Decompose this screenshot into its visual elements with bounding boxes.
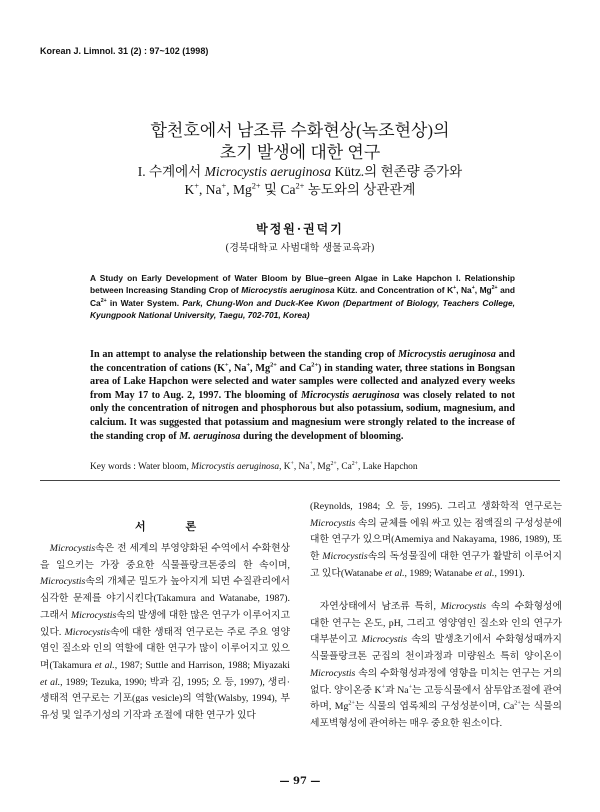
species-name: M. aeruginosa bbox=[179, 430, 241, 442]
species-name: Microcystis aeruginosa bbox=[300, 389, 400, 401]
title-text: 및 Ca bbox=[260, 182, 296, 197]
superscript: 2+ bbox=[351, 460, 358, 467]
superscript: + bbox=[408, 684, 413, 691]
genus-name: Microcystis bbox=[361, 634, 408, 646]
title-text: K bbox=[184, 182, 195, 197]
title-korean-line2: 초기 발생에 대한 연구 bbox=[219, 143, 381, 162]
species-name: Microcystis aeruginosa bbox=[191, 462, 280, 472]
abstract bbox=[90, 348, 515, 443]
title-text: , Na bbox=[199, 182, 222, 197]
title-text: I. 수계에서 bbox=[137, 164, 205, 179]
superscript: 2+ bbox=[514, 700, 521, 707]
title-korean-line4 bbox=[60, 178, 540, 198]
body-text: 속의 독성물질에 대한 연구가 활발히 이루어지고 있다(Watanabe bbox=[310, 551, 562, 579]
genus-name: Microcystis bbox=[440, 601, 487, 612]
superscript: + bbox=[471, 285, 475, 292]
abstract-text: during the development of blooming. bbox=[240, 430, 404, 442]
body-text: 속의 발생초기에서 수화형성때까지 식물플랑크톤 군집의 천이과정과 미량원소 특히 양이온이 bbox=[310, 634, 562, 663]
body-text: 자연상태에서 남조류 특히, bbox=[319, 601, 441, 612]
genus-name: Microcystis bbox=[310, 517, 356, 529]
body-text: 속은 전 세계의 부영양화된 수역에서 수화현상을 일으키는 가장 중요한 식물플랑크톤중의 한 속이며, bbox=[40, 543, 290, 571]
genus-name: Microcystis bbox=[310, 667, 356, 679]
et-al: et al. bbox=[40, 676, 61, 688]
abstract-text: ) in standing water, three stations in Bongsan area of Lake Hapchon were selected and water samples were collected and analyzed every weeks from May 17 to Aug. 2, 1997. The blooming of bbox=[90, 362, 515, 401]
english-title-text: and Ca bbox=[90, 285, 515, 308]
superscript: + bbox=[225, 361, 229, 369]
species-name: Microcystis aeruginosa bbox=[398, 349, 496, 360]
body-text: (Reynolds, 1984; 오 등, 1995). 그리고 생화학적 연구로는 bbox=[310, 501, 562, 512]
body-text: 속에 대한 생태적 연구로는 주로 주요 영양염인 질소와 인의 역할에 대한 연구가 많이 이루어지고 있으며(Takamura bbox=[40, 626, 290, 671]
title-korean-line3 bbox=[60, 160, 540, 180]
superscript: + bbox=[246, 361, 251, 369]
genus-name: Microcystis bbox=[64, 626, 110, 638]
english-title-text: , Mg bbox=[474, 285, 492, 296]
keywords-text: , Ca bbox=[336, 462, 352, 472]
body-text: 는 식물의 엽록체의 구성성분이며, Ca bbox=[354, 701, 515, 713]
english-title-text: Kütz. and Concentration of K bbox=[334, 285, 454, 296]
species-name: Microcystis aeruginosa bbox=[241, 285, 335, 296]
english-title-text: A Study on Early Development of Water Bloom by Blue–green Algae in Lake Hapchon I. Relationship between Increasing Standing Crop of bbox=[90, 273, 515, 296]
superscript: 2+ bbox=[330, 460, 337, 467]
genus-name: Microcystis bbox=[70, 609, 117, 621]
body-text: 속의 균체를 에워 싸고 있는 점액질의 구성성분에 대한 연구가 있으며(Amemiya and Nakayama, 1986, 1989), 또한 bbox=[310, 517, 562, 563]
section-heading: 서 론 bbox=[135, 520, 215, 533]
species-name: Microcystis aeruginosa bbox=[204, 164, 332, 179]
abstract-text: and the concentration of cations (K bbox=[90, 349, 515, 374]
superscript: + bbox=[453, 285, 457, 292]
title-text: , Mg bbox=[226, 182, 252, 197]
superscript: + bbox=[290, 460, 294, 467]
title-text: 농도와의 상관관계 bbox=[304, 182, 416, 197]
keywords-text: , Na bbox=[293, 462, 310, 472]
superscript: 2+ bbox=[491, 285, 498, 292]
body-text: 속의 개체군 밀도가 높아지게 되면 수질관리에서 심각한 문제를 야기시킨다(Takamura and Watanabe, 1987). 그래서 bbox=[40, 576, 290, 621]
body-text: , 1991). bbox=[494, 567, 525, 579]
body-text: , 1989; Watanabe bbox=[404, 567, 475, 579]
keywords-text: , K bbox=[279, 462, 291, 472]
superscript: 2+ bbox=[100, 297, 107, 304]
abstract-text: , Na bbox=[228, 362, 247, 374]
keywords-text: Key words : Water bloom, bbox=[90, 462, 192, 472]
superscript: + bbox=[381, 684, 386, 691]
body-text: 는 식물의 세포벽형성에 관여하는 매우 중요한 원소이다. bbox=[310, 701, 562, 729]
genus-name: Microcystis bbox=[40, 576, 86, 588]
superscript: 2+ bbox=[311, 361, 319, 369]
body-text: , 1987; Suttle and Harrison, 1988; Miyazaki bbox=[114, 659, 291, 671]
superscript: + bbox=[194, 181, 200, 191]
abstract-text: was closely related to not only the concentration of nitrogen and phosphorous but also potassium, sodium, magnesium, and calcium. It was suggested that potassium and magnesium were strongly related to the increase of the standing crop of bbox=[90, 389, 515, 442]
abstract-text: In an attempt to analyse the relationship between the standing crop of bbox=[90, 349, 399, 360]
body-text: 속의 수화형성과정에 영향을 미치는 연구는 거의 없다. 양이온중 K bbox=[310, 667, 562, 696]
keywords bbox=[90, 462, 530, 472]
superscript: 2+ bbox=[295, 181, 305, 191]
journal-citation: Korean J. Limnol. 31 (2) : 97~102 (1998) bbox=[40, 46, 209, 56]
body-text: 는 고등식물에서 삼투압조절에 관여하며, Mg bbox=[310, 684, 562, 713]
page-number: — 97 — bbox=[279, 776, 321, 787]
english-title-text: , Na bbox=[456, 285, 472, 296]
abstract-text: , Mg bbox=[250, 362, 271, 374]
superscript: + bbox=[309, 460, 313, 467]
body-text: 속의 발생에 대한 많은 연구가 이루어지고 있다. bbox=[40, 609, 290, 638]
right-column-paragraph-1 bbox=[310, 499, 562, 583]
et-al: et al. bbox=[384, 567, 405, 579]
right-column-paragraph-2 bbox=[310, 599, 562, 733]
affiliation: (경북대학교 사범대학 생물교육과) bbox=[225, 243, 375, 254]
superscript: + bbox=[221, 181, 227, 191]
et-al: et al. bbox=[474, 567, 495, 579]
title-text: Kütz.의 현존량 증가와 bbox=[331, 164, 463, 179]
author-affiliation-english: Park, Chung-Won and Duck-Kee Kwon (Department of Biology, Teachers College, Kyungpook National University, Taegu, 702-701, Korea) bbox=[90, 297, 515, 320]
body-text: , 1989; Tezuka, 1990; 박과 김, 1995; 오 등, 1997), 생리·생태적 연구로는 기포(gas vesicle)의 역할(Walsby, 1994), 부유성 및 일주기성의 기작과 조절에 대한 연구가 있다 bbox=[40, 676, 290, 722]
superscript: 2+ bbox=[348, 700, 355, 707]
divider bbox=[40, 480, 560, 481]
superscript: 2+ bbox=[251, 181, 261, 191]
body-text: 과 Na bbox=[385, 684, 409, 696]
body-text: 속의 수화형성에 대한 연구는 온도, pH, 그리고 영양염인 질소와 인의 연구가 대부분이고 bbox=[310, 601, 562, 646]
abstract-text: and Ca bbox=[276, 362, 312, 374]
superscript: 2+ bbox=[270, 361, 277, 369]
authors: 박정원·권덕기 bbox=[256, 222, 344, 236]
english-title-text: in Water System. bbox=[106, 297, 183, 308]
title-korean-line1: 합천호에서 남조류 수화현상(녹조현상)의 bbox=[150, 121, 450, 140]
et-al: et al. bbox=[94, 659, 115, 671]
keywords-text: , Mg bbox=[312, 462, 331, 472]
genus-name: Microcystis bbox=[322, 551, 368, 563]
left-column-body bbox=[40, 541, 290, 725]
keywords-text: , Lake Hapchon bbox=[357, 462, 418, 472]
genus-name: Microcystis bbox=[49, 543, 96, 554]
english-title-block bbox=[90, 272, 515, 321]
